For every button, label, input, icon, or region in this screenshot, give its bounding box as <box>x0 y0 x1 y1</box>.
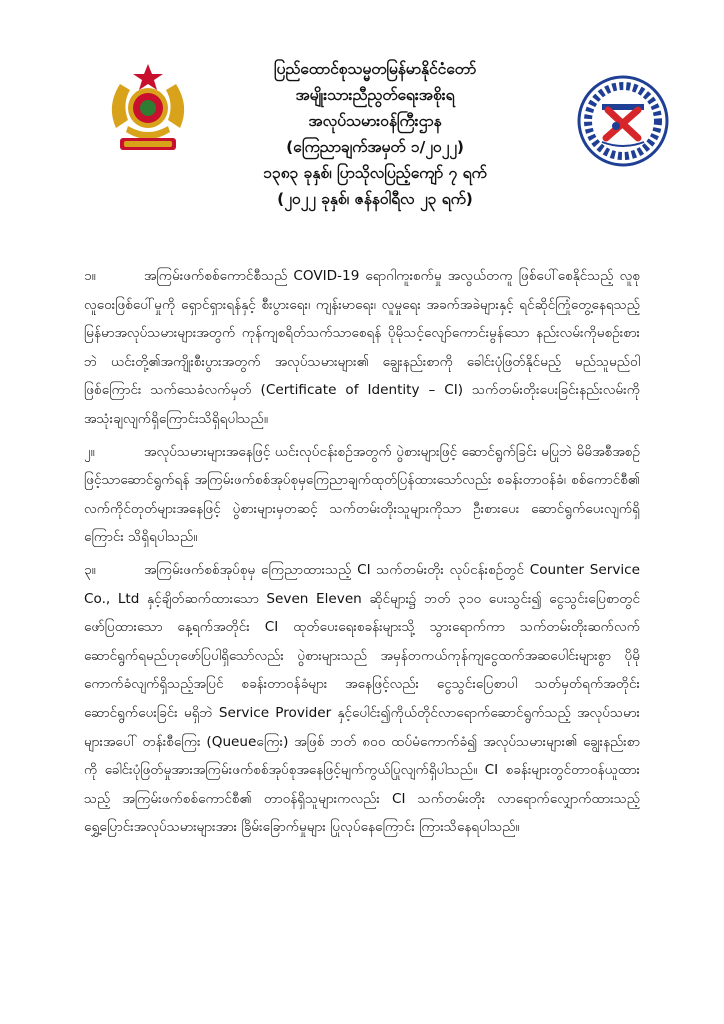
ministry-of-labour-logo-icon <box>576 74 670 168</box>
paragraph-number: ၂။ <box>84 443 95 460</box>
government-name: အမျိုးသားညီညွတ်ရေးအစိုးရ <box>295 86 455 104</box>
paragraph-2 <box>84 438 640 552</box>
announcement-number: (ကြေညာချက်အမှတ် ၁/၂၀၂၂) <box>286 138 464 156</box>
myanmar-date: ၁၃၈၃ ခုနှစ်၊ ပြာသိုလပြည့်ကျော် ၇ ရက် <box>263 164 487 182</box>
gregorian-date: (၂၀၂၂ ခုနှစ်၊ ဇန်နဝါရီလ ၂၃ ရက်) <box>277 190 473 208</box>
paragraph-text: အကြမ်းဖက်စစ်ကောင်စီသည် COVID-19 ရောဂါကူးစက်မှု အလွယ်တကူ ဖြစ်ပေါ်စေနိုင်သည့် လူစုလူဝေးဖြစ်ပေါ်မှုကို ရှောင်ရှားရန်နှင့် စီးပွားရေး၊ ကျန်းမာရေး၊ လူမှုရေး အခက်အခဲများနှင့် ရင်ဆိုင်ကြုံတွေ့နေရသည့် မြန်မာအလုပ်သမားများအတွက် ကုန်ကျစရိတ်သက်သာစေရန် ပိုမိုသင့်လျော်ကောင်းမွန်သော နည်းလမ်းကိုမစဉ်းစားဘဲ ယင်းတို့၏အကျိုးစီးပွားအတွက် အလုပ်သမားများ၏ ချွေးနည်းစာကို ခေါင်းပုံဖြတ်နိုင်မည့် မည်သူမည်ဝါ ဖြစ်ကြောင်း သက်သေခံလက်မှတ် (Certificate of Identity – CI) သက်တမ်းတိုးပေးခြင်းနည်းလမ်းကို အသုံးချလျက်ရှိကြောင်းသိရှိရပါသည်။ <box>84 268 640 427</box>
country-name: ပြည်ထောင်စုသမ္မတမြန်မာနိုင်ငံတော် <box>273 60 477 78</box>
paragraph-text: အကြမ်းဖက်စစ်အုပ်စုမှ ကြေညာထားသည့် CI သက်တမ်းတိုး လုပ်ငန်းစဉ်တွင် Counter Service Co., Ltd နှင့်ချိတ်ဆက်ထားသော Seven Eleven ဆိုင်များ၌ ဘတ် ၃၁၀ ပေးသွင်း၍ ငွေသွင်းပြေစာတွင်ဖော်ပြထားသော နေ့ရက်အတိုင်း CI ထုတ်ပေးရေးစခန်းများသို့ သွားရောက်ကာ သက်တမ်းတိုးဆက်လက်ဆောင်ရွက်ရမည်ဟုဖော်ပြပါရှိသော်လည်း ပွဲစားများသည် အမှန်တကယ်ကုန်ကျငွေထက်အဆပေါင်းများစွာ ပိုမိုကောက်ခံလျက်ရှိသည့်အပြင် စခန်းတာဝန်ခံများ အနေဖြင့်လည်း ငွေသွင်းပြေစာပါ သတ်မှတ်ရက်အတိုင်း ဆောင်ရွက်ပေးခြင်း မရှိဘဲ Service Provider နှင့်ပေါင်း၍ကိုယ်တိုင်လာရောက်ဆောင်ရွက်သည့် အလုပ်သမားများအပေါ် တန်းစီကြေး (Queueကြေး) အဖြစ် ဘတ် ၈၀၀ ထပ်မံကောက်ခံ၍ အလုပ်သမားများ၏ ချွေးနည်းစာကို ခေါင်းပုံဖြတ်မှုအားအကြမ်းဖက်စစ်အုပ်စုအနေဖြင့်မျက်ကွယ်ပြုလျက်ရှိပါသည်။ CI စခန်းများတွင်တာဝန်ယူထားသည့် အကြမ်းဖက်စစ်ကောင်စီ၏ တာဝန်ရှိသူများကလည်း CI သက်တမ်းတိုး လာရောက်လျှောက်ထားသည့်ရွှေ့ပြောင်းအလုပ်သမားများအား ခြိမ်းခြောက်မှုများ ပြုလုပ်နေကြောင်း ကြားသိနေရပါသည်။ <box>84 561 640 836</box>
letterhead <box>90 56 634 256</box>
paragraph-1 <box>84 262 640 434</box>
paragraph-3 <box>84 556 640 842</box>
paragraph-text: အလုပ်သမားများအနေဖြင့် ယင်းလုပ်ငန်းစဉ်အတွက် ပွဲစားများဖြင့် ဆောင်ရွက်ခြင်း မပြုဘဲ မိမိအစီအစဉ်ဖြင့်သာဆောင်ရွက်ရန် အကြမ်းဖက်စစ်အုပ်စုမှကြေညာချက်ထုတ်ပြန်ထားသော်လည်း စခန်းတာဝန်ခံ၊ စစ်ကောင်စီ၏ လက်ကိုင်တုတ်များအနေဖြင့် ပွဲစားများမှတဆင့် သက်တမ်းတိုးသူများကိုသာ ဦးစားပေး ဆောင်ရွက်ပေးလျက်ရှိကြောင်း သိရှိရပါသည်။ <box>84 443 640 546</box>
paragraph-number: ၁။ <box>84 268 96 284</box>
announcement-body <box>84 262 640 846</box>
paragraph-number: ၃။ <box>84 561 96 578</box>
ministry-name: အလုပ်သမားဝန်ကြီးဌာန <box>308 112 442 130</box>
state-emblem-icon <box>98 62 198 158</box>
letterhead-titles <box>210 56 540 212</box>
